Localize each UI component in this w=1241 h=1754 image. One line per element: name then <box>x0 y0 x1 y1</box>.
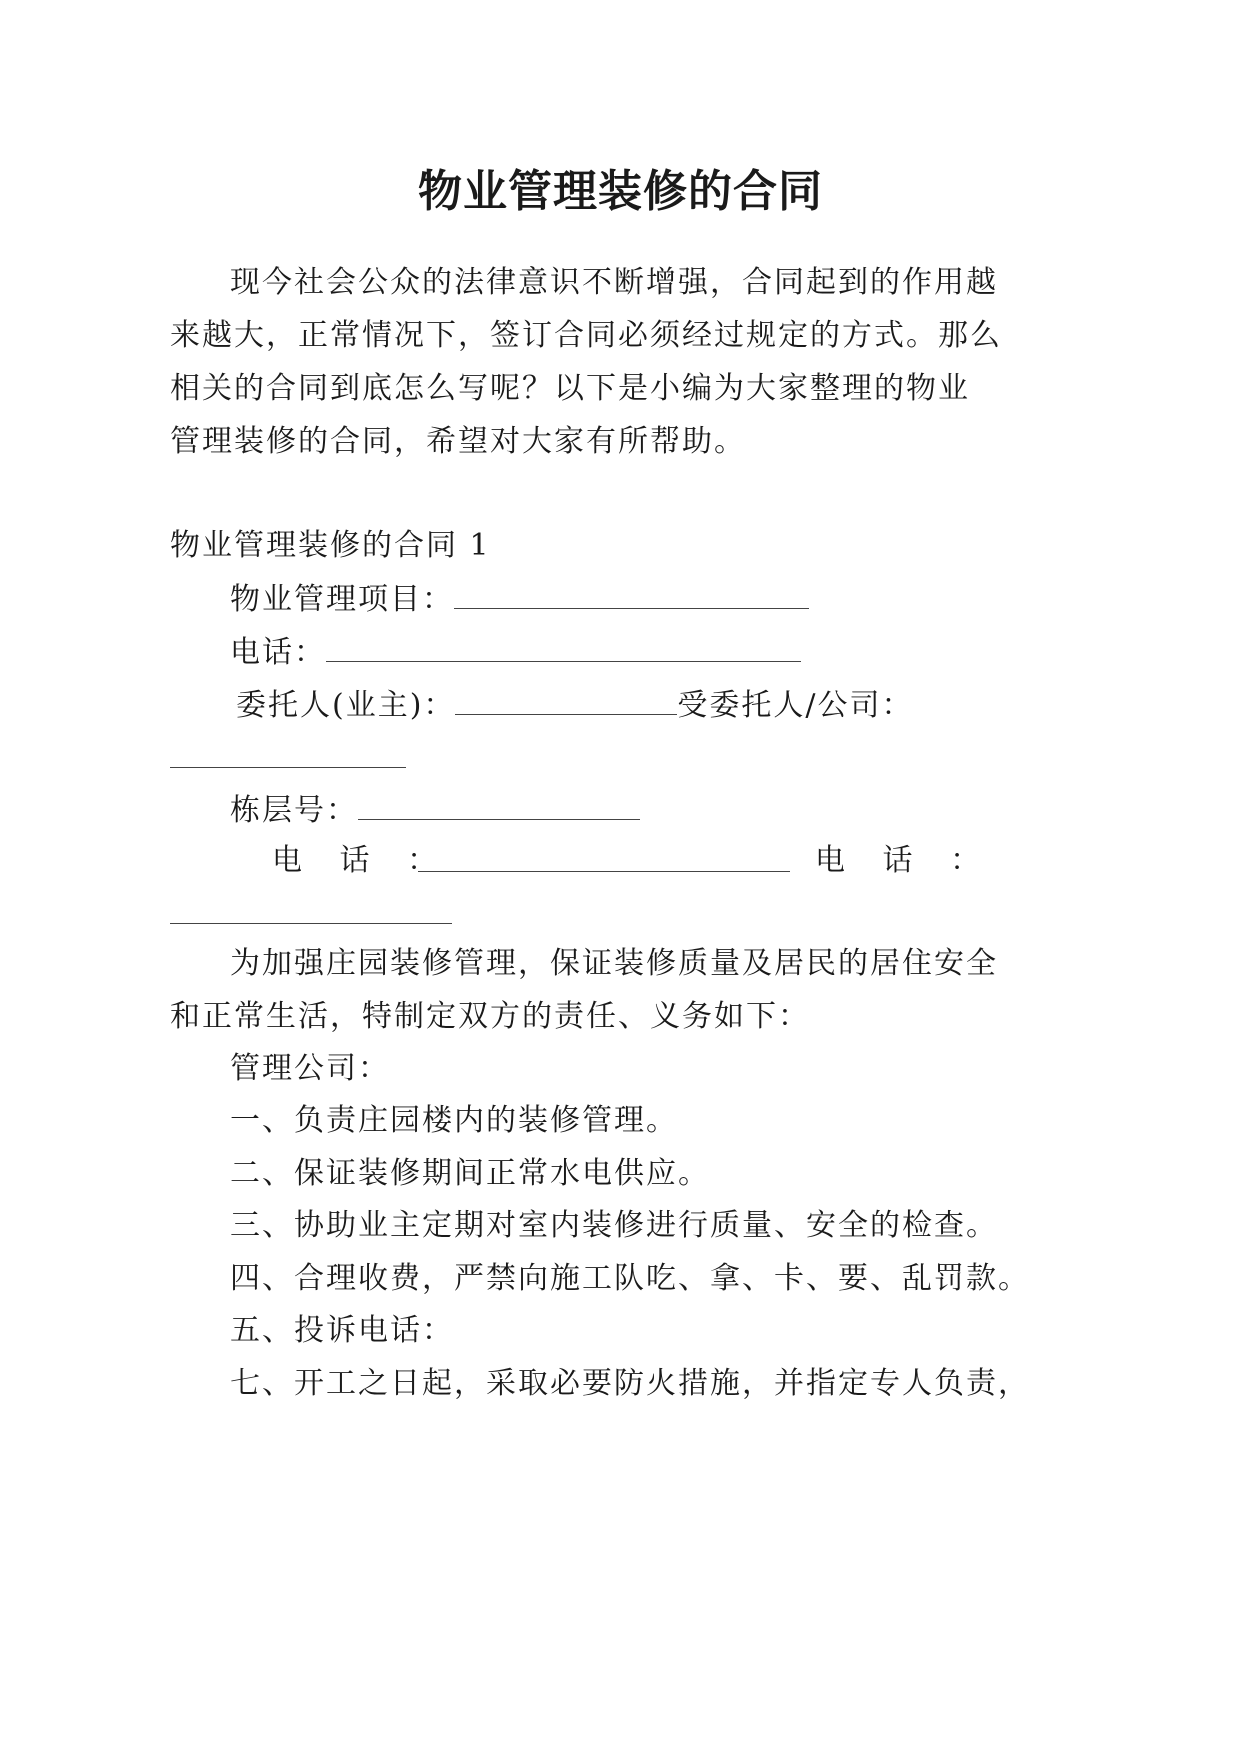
list-item: 五、投诉电话： <box>230 1313 454 1348</box>
project-blank <box>454 578 809 609</box>
contractor-label: 受委托人/公司： <box>677 688 914 723</box>
purpose-line-2: 和正常生活，特制定双方的责任、义务如下： <box>170 999 810 1034</box>
client-field <box>236 684 914 726</box>
document-title: 物业管理装修的合同 <box>418 166 823 217</box>
phone3-blank-line <box>170 893 452 935</box>
intro-line-4: 管理装修的合同，希望对大家有所帮助。 <box>170 424 746 459</box>
list-item: 四、合理收费，严禁向施工队吃、拿、卡、要、乱罚款。 <box>230 1261 1030 1296</box>
list-item: 一、负责庄园楼内的装修管理。 <box>230 1103 678 1138</box>
intro-line-2: 来越大，正常情况下，签订合同必须经过规定的方式。那么 <box>170 318 1002 353</box>
phone-field <box>230 631 801 673</box>
unit-blank <box>358 789 640 820</box>
mgmt-heading: 管理公司： <box>230 1051 390 1086</box>
phone2-blank-wrap <box>418 841 790 883</box>
project-label: 物业管理项目： <box>230 582 454 617</box>
unit-label: 栋层号： <box>230 793 358 828</box>
client-label: 委托人(业主)： <box>236 688 456 723</box>
intro-line-3: 相关的合同到底怎么写呢？以下是小编为大家整理的物业 <box>170 371 970 406</box>
phone3-label: 电 话 ： <box>815 843 995 878</box>
contractor-blank <box>170 737 406 768</box>
phone-label: 电话： <box>230 635 326 670</box>
contractor-blank-line <box>170 737 406 779</box>
project-field <box>230 578 809 620</box>
purpose-line-1: 为加强庄园装修管理，保证装修质量及居民的居住安全 <box>230 946 998 981</box>
phone2-label: 电 话 ： <box>272 843 452 878</box>
section-heading: 物业管理装修的合同 1 <box>170 528 491 563</box>
phone3-wrap <box>815 841 994 881</box>
intro-line-1: 现今社会公众的法律意识不断增强，合同起到的作用越 <box>230 265 998 300</box>
phone3-blank <box>170 893 452 924</box>
list-item: 七、开工之日起，采取必要防火措施，并指定专人负责， <box>230 1366 1030 1401</box>
client-blank <box>455 684 677 715</box>
phone-blank <box>326 631 801 662</box>
phone2-blank <box>418 841 790 872</box>
list-item: 二、保证装修期间正常水电供应。 <box>230 1156 710 1191</box>
unit-field <box>230 789 640 831</box>
list-item: 三、协助业主定期对室内装修进行质量、安全的检查。 <box>230 1208 998 1243</box>
